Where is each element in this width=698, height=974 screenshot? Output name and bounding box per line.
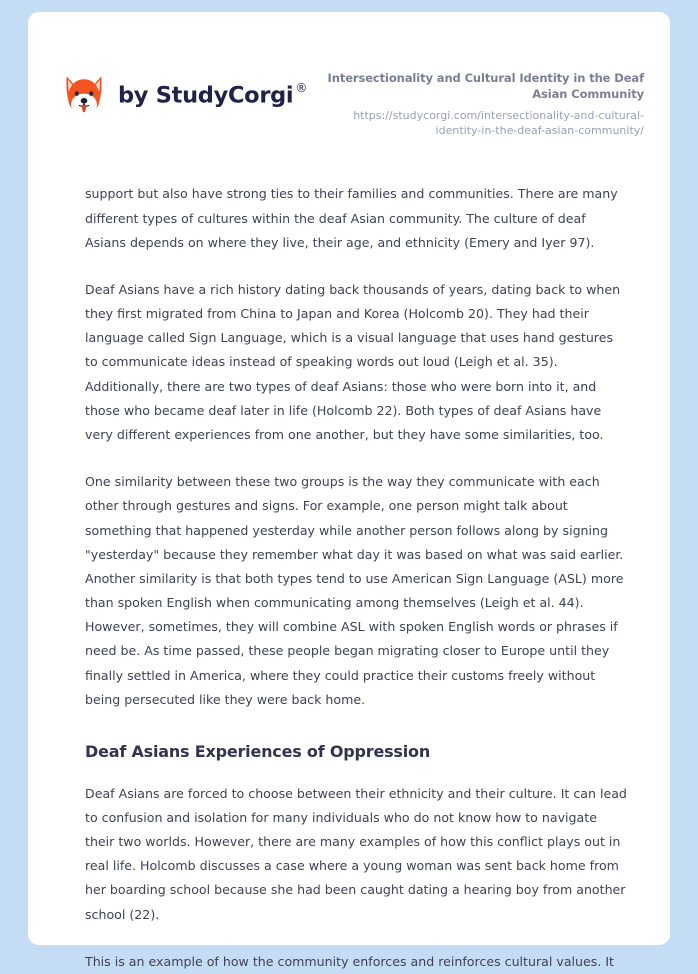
brand-wordmark [118,80,308,108]
document-page-card [28,12,670,969]
document-header [28,12,670,138]
brand-lockup [61,62,307,118]
body-paragraph: Deaf Asians are forced to choose between their ethnicity and their culture. It can lead to confusion and isolation for many individuals who do not know how to navigate their two worlds. However, there are many examples of how this conflict plays out in real life. Holcomb discusses a case where a young woman was sent back home from her boarding school because she had been caught dating a hearing boy from another school (22). [85,785,627,922]
document-title: Intersectionality and Cultural Identity in the Deaf Asian Community [327,71,644,102]
body-paragraph: Deaf Asians have a rich history dating back thousands of years, dating back to when they first migrated from China to Japan and Korea (Holcomb 20). They had their language called Sign Language, which is a visual language that uses hand gestures to communicate ideas instead of speaking words out loud (Leigh et al. 35). Additionally, there are two types of deaf Asians: those who were born into it, and those who became deaf later in life (Holcomb 22). Both types of deaf Asians have very different experiences from one another, but they have some similarities, too. [85,281,621,442]
document-body [28,138,670,973]
body-paragraph: This is an example of how the community enforces and reinforces cultural values. It [85,953,614,969]
header-document-meta [314,62,644,138]
brand-name-text: by StudyCorgi [118,82,294,108]
section-heading: Deaf Asians Experiences of Oppression [85,741,431,761]
registered-trademark-mark: ® [295,80,308,95]
body-paragraph: One similarity between these two groups is the way they communicate with each other through gestures and signs. For example, one person might talk about something that happened yesterday while another person follows along by signing "yesterday" because they remember what day it was based on what was said earlier. Another similarity is that both types tend to use American Sign Language (ASL) more than spoken English when communicating among themselves (Leigh et al. 44). However, sometimes, they will combine ASL with spoken English words or phrases if need be. As time passed, these people began migrating closer to Europe until they finally settled in America, where they could practice their customs freely without being persecuted like they were back home. [85,474,624,707]
corgi-face-logo-icon [61,72,107,118]
body-paragraph: support but also have strong ties to their families and communities. There are many different types of cultures within the deaf Asian community. The culture of deaf Asians depends on where they live, their age, and ethnicity (Emery and Iyer 97). [85,186,618,250]
document-url[interactable]: https://studycorgi.com/intersectionality-and-cultural-identity-in-the-deaf-asian-community/ [353,108,644,138]
